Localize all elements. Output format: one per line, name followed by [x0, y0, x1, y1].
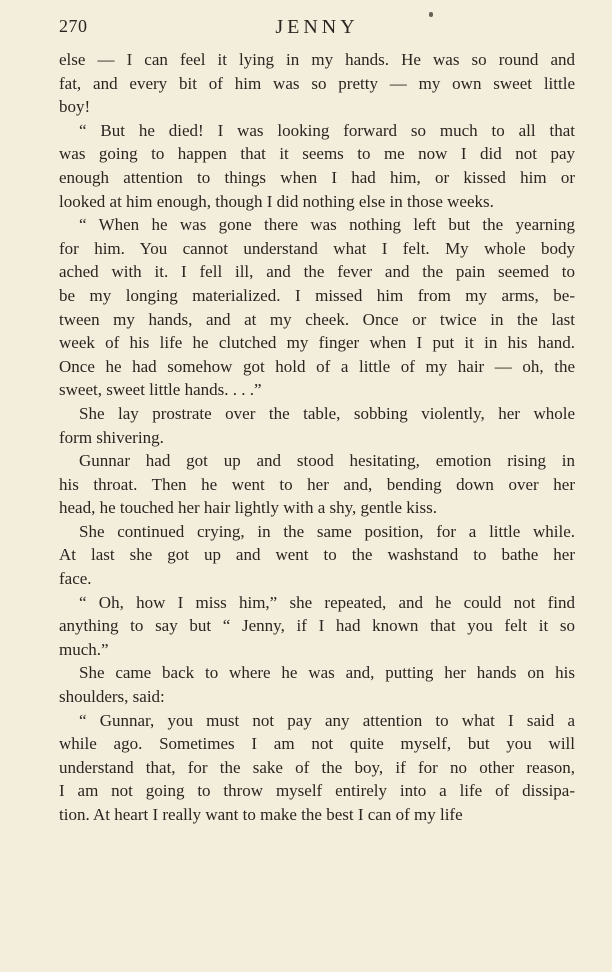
text-line: sweet, sweet little hands. . . .” — [59, 380, 262, 400]
text-line: At last she got up and went to the washstand to bathe her — [59, 545, 575, 565]
text-line: “ When he was gone there was nothing left but the yearning — [79, 215, 575, 235]
text-line: I am not going to throw myself entirely into a life of dissipa- — [59, 781, 575, 801]
text-line: enough attention to things when I had him, or kissed him or — [59, 167, 575, 187]
paragraph — [59, 661, 575, 708]
text-line: much.” — [59, 639, 109, 659]
paragraph — [59, 48, 575, 119]
text-line: was going to happen that it seems to me now I did not pay — [59, 144, 575, 164]
paragraph — [59, 402, 575, 449]
text-line: Gunnar had got up and stood hesitating, emotion rising in — [79, 451, 575, 471]
text-line: while ago. Sometimes I am not quite myself, but you will — [59, 734, 575, 754]
paragraph — [59, 213, 575, 402]
text-line: “ But he died! I was looking forward so much to all that — [79, 120, 575, 140]
text-line: for him. You cannot understand what I felt. My whole body — [59, 238, 575, 258]
text-line: face. — [59, 569, 92, 589]
text-line: “ Gunnar, you must not pay any attention to what I said a — [79, 710, 575, 730]
text-line: else — I can feel it lying in my hands. He was so round and — [59, 50, 575, 69]
text-line: Once he had somehow got hold of a little of my hair — oh, the — [59, 356, 575, 376]
text-line: week of his life he clutched my finger when I put it in his hand. — [59, 333, 575, 353]
text-line: looked at him enough, though I did nothing else in those weeks. — [59, 191, 494, 211]
text-line: form shivering. — [59, 427, 164, 447]
text-line: tion. At heart I really want to make the best I can of my life — [59, 805, 463, 824]
text-line: anything to say but “ Jenny, if I had known that you felt it so — [59, 616, 575, 636]
text-line: She lay prostrate over the table, sobbing violently, her whole — [79, 403, 575, 423]
text-line: be my longing materialized. I missed him from my arms, be- — [59, 285, 575, 305]
paragraph — [59, 119, 575, 213]
text-line: She continued crying, in the same position, for a little while. — [79, 521, 575, 541]
text-line: shoulders, said: — [59, 687, 165, 707]
body-text — [59, 48, 575, 827]
print-speck — [429, 12, 433, 17]
text-line: ached with it. I fell ill, and the fever and the pain seemed to — [59, 262, 575, 282]
running-title: JENNY — [275, 16, 359, 38]
paragraph — [59, 449, 575, 520]
paragraph — [59, 520, 575, 591]
paragraph — [59, 709, 575, 827]
text-line: She came back to where he was and, putting her hands on his — [79, 663, 575, 683]
text-line: head, he touched her hair lightly with a shy, gentle kiss. — [59, 498, 438, 518]
text-line: his throat. Then he went to her and, bending down over her — [59, 474, 575, 494]
text-line: boy! — [59, 97, 91, 117]
text-line: “ Oh, how I miss him,” she repeated, and he could not find — [79, 592, 575, 612]
page-number: 270 — [59, 16, 88, 36]
paragraph — [59, 591, 575, 662]
running-head — [59, 16, 575, 42]
text-line: tween my hands, and at my cheek. Once or twice in the last — [59, 309, 575, 329]
text-line: fat, and every bit of him was so pretty — my own sweet little — [59, 73, 575, 93]
text-line: understand that, for the sake of the boy, if for no other reason, — [59, 757, 575, 777]
